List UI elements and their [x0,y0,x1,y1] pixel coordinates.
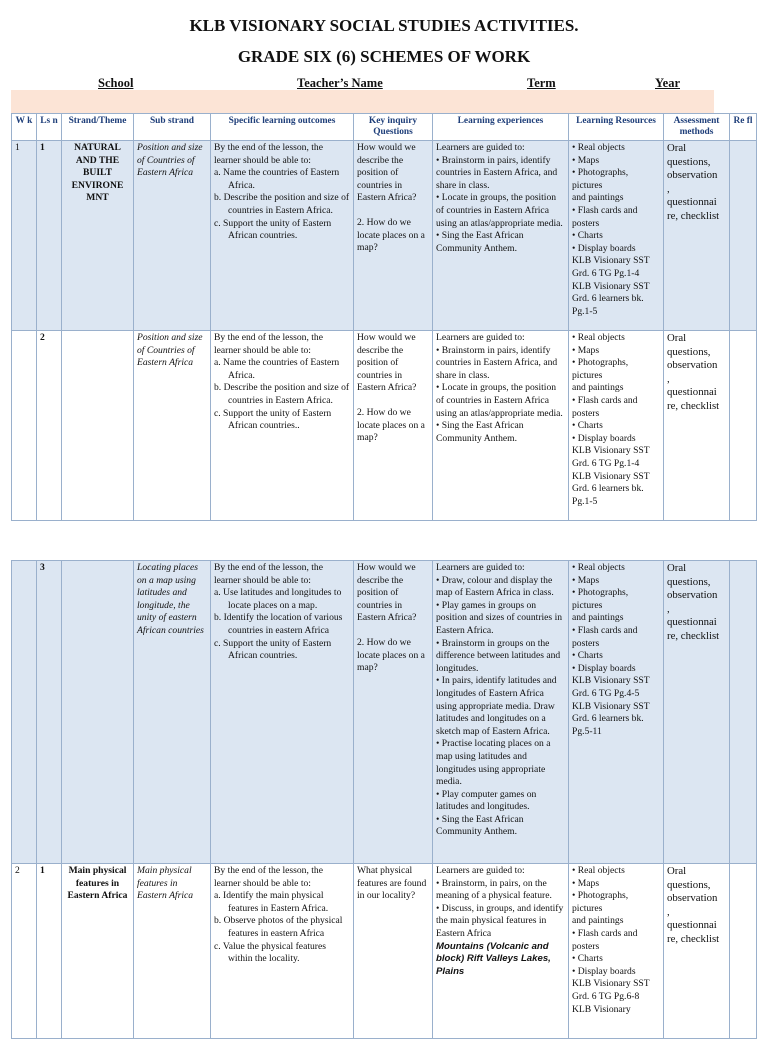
resource-item: • Display boards [572,662,636,674]
resource-item: • Charts [572,953,603,965]
assessment-item: questionnai re, checklist [667,616,720,642]
resource-item: • Charts [572,650,603,662]
col-outcomes: Specific learning outcomes [211,114,354,141]
substrand-cell: Position and size of Countries of Eastern Africa [134,141,211,331]
resource-item: • Flash cards and posters [572,927,638,952]
resource-item: • Charts [572,230,603,242]
col-lesson: Ls n [37,114,62,141]
outcome-item: b. Identify the location of various countries in eastern Africa [214,612,343,636]
strand-cell: NATURAL AND THE BUILT ENVIRONE MNT [62,141,134,331]
table-row [12,331,757,521]
resources-cell [569,141,664,331]
col-substrand: Sub strand [134,114,211,141]
assessment-cell [664,561,730,864]
outcomes-cell [211,561,354,864]
assessment-cell [664,141,730,331]
col-assessment: Assessment methods [664,114,730,141]
outcomes-intro: By the end of the lesson, the learner should be able to: [214,865,323,889]
inquiry-item: What physical features are found in our locality? [357,865,427,902]
assessment-item: questionnai re, checklist [667,919,720,945]
inquiry-item: 2. How do we locate places on a map? [357,216,425,254]
scheme-table-2 [11,560,757,1039]
assessment-cell [664,331,730,521]
experiences-cell [433,331,569,521]
experiences-cell [433,864,569,1039]
resource-item: and paintings [572,612,624,624]
outcomes-intro: By the end of the lesson, the learner should be able to: [214,562,323,586]
outcomes-intro: By the end of the lesson, the learner should be able to: [214,142,323,166]
substrand-cell: Main physical features in Eastern Africa [134,864,211,1039]
resource-item: • Charts [572,420,603,432]
table-row [12,864,757,1039]
outcome-item: c. Support the unity of Eastern African countries. [214,217,332,242]
outcome-item: a. Identify the main physical features in Eastern Africa. [214,890,329,914]
lesson-cell: 1 [37,141,62,331]
resource-item: • Photographs, pictures [572,357,629,381]
experience-item: • Brainstorm, in pairs, on the meaning of a physical feature. [436,877,552,902]
experience-item: • Sing the East African Community Anthem. [436,813,524,838]
col-experiences: Learning experiences [433,114,569,141]
assessment-item: , [667,905,670,918]
resource-item: • Photographs, pictures [572,587,629,611]
experience-item: Learners are guided to: [436,332,525,343]
experience-item: Learners are guided to: [436,142,525,153]
inquiry-item: How would we describe the position of countries in Eastern Africa? [357,562,417,624]
resource-item: KLB Visionary [572,1003,631,1015]
teacher-name-label: Teacher’s Name [297,76,383,90]
assessment-item: Oral questions, observation [667,332,718,372]
resource-item: and paintings [572,382,624,394]
experience-item: • Locate in groups, the position of countries in Eastern Africa using an atlas/appropriate media. [436,382,563,419]
resources-cell [569,331,664,521]
experience-item: • Brainstorm in pairs, identify countries in Eastern Africa, and share in class. [436,344,558,381]
resource-item: • Maps [572,154,600,166]
term-label: Term [527,76,556,90]
inquiry-item: How would we describe the position of countries in Eastern Africa? [357,332,417,394]
assessment-item: , [667,372,670,385]
experience-item: • Sing the East African Community Anthem. [436,420,524,444]
year-label: Year [655,76,680,90]
col-week: W k [12,114,37,141]
col-resources: Learning Resources [569,114,664,141]
inquiry-item: 2. How do we locate places on a map? [357,406,425,444]
resource-item: • Real objects [572,865,625,876]
table-row [12,561,757,864]
col-strand: Strand/Theme [62,114,134,141]
col-reflection: Re fl [730,114,757,141]
inquiry-cell [354,141,433,331]
resource-item: • Display boards [572,965,636,977]
reflection-cell [730,864,757,1039]
assessment-item: questionnai re, checklist [667,386,720,412]
outcome-item: a. Name the countries of Eastern Africa. [214,357,340,381]
inquiry-cell [354,864,433,1039]
outcomes-cell [211,864,354,1039]
resources-cell [569,561,664,864]
experience-item: • Sing the East African Community Anthem. [436,230,524,254]
resource-item: • Flash cards and posters [572,394,638,419]
substrand-cell: Position and size of Countries of Eastern Africa [134,331,211,521]
assessment-item: Oral questions, observation [667,142,718,182]
outcomes-cell [211,141,354,331]
resource-item: • Display boards [572,242,636,254]
week-cell: 2 [12,864,37,1039]
experience-item: Learners are guided to: [436,562,525,573]
lesson-cell: 3 [37,561,62,864]
substrand-cell: Locating places on a map using latitudes and longitude, the unity of eastern African countries [134,561,211,864]
resource-item: • Photographs, pictures [572,890,629,914]
resource-item: KLB Visionary SST Grd. 6 learners bk. Pg.1-5 [572,280,650,317]
lesson-cell: 2 [37,331,62,521]
resources-cell [569,864,664,1039]
experience-item: • Draw, colour and display the map of Eastern Africa in class. [436,574,554,599]
strand-cell: Main physical features in Eastern Africa [62,864,134,1039]
outcomes-cell [211,331,354,521]
col-inquiry: Key inquiry Questions [354,114,433,141]
inquiry-item: How would we describe the position of countries in Eastern Africa? [357,142,417,204]
reflection-cell [730,141,757,331]
experience-item: Learners are guided to: [436,865,525,876]
resource-item: • Real objects [572,142,625,153]
experience-item: • Play computer games on latitudes and longitudes. [436,788,537,813]
header-entry-bar [11,90,714,114]
lesson-cell: 1 [37,864,62,1039]
week-cell [12,331,37,521]
resource-item: KLB Visionary SST Grd. 6 learners bk. Pg.5-11 [572,700,650,737]
physical-features-list: Mountains (Volcanic and block) Rift Valleys Lakes, Plains [436,940,551,977]
resource-item: KLB Visionary SST Grd. 6 learners bk. Pg.1-5 [572,470,650,507]
resource-item: and paintings [572,192,624,204]
school-label: School [98,76,134,90]
outcome-item: a. Name the countries of Eastern Africa. [214,167,340,191]
week-cell: 1 [12,141,37,331]
experience-item: • Brainstorm in groups on the difference between latitudes and longitudes. [436,637,561,674]
experience-item: • Practise locating places on a map using latitudes and longitudes using appropriate media. [436,738,551,788]
resource-item: and paintings [572,915,624,927]
experiences-cell [433,141,569,331]
experience-item: • Locate in groups, the position of countries in Eastern Africa using an atlas/appropriate media. [436,192,563,229]
experience-item: • Discuss, in groups, and identify the main physical features in Eastern Africa [436,902,564,939]
experience-item: • In pairs, identify latitudes and longitudes of Eastern Africa using appropriate media. Draw latitudes and longitudes on a sketch map of Eastern Africa. [436,675,557,737]
assessment-item: Oral questions, observation [667,562,718,602]
inquiry-item: 2. How do we locate places on a map? [357,636,425,674]
outcomes-intro: By the end of the lesson, the learner should be able to: [214,332,323,356]
resource-item: • Real objects [572,562,625,573]
outcome-item: c. Support the unity of Eastern African countries. [214,637,332,662]
document-subtitle: GRADE SIX (6) SCHEMES OF WORK [237,47,531,66]
resource-item: KLB Visionary SST Grd. 6 TG Pg.6-8 [572,978,650,1002]
week-cell [12,561,37,864]
outcome-item: c. Support the unity of Eastern African countries.. [214,407,332,432]
scheme-table-1 [11,113,757,521]
experience-item: • Play games in groups on position and sizes of countries in Eastern Africa. [436,599,563,636]
table-row [12,141,757,331]
resource-item: • Maps [572,574,600,586]
resource-item: KLB Visionary SST Grd. 6 TG Pg.1-4 [572,255,650,279]
resource-item: • Flash cards and posters [572,624,638,649]
outcome-item: c. Value the physical features within the locality. [214,940,326,965]
outcome-item: b. Describe the position and size of countries in Eastern Africa. [214,192,350,216]
outcome-item: a. Use latitudes and longitudes to locate places on a map. [214,587,342,611]
reflection-cell [730,331,757,521]
document-title: KLB VISIONARY SOCIAL STUDIES ACTIVITIES. [189,16,579,35]
experience-item: • Brainstorm in pairs, identify countries in Eastern Africa, and share in class. [436,154,558,191]
strand-cell [62,331,134,521]
assessment-cell [664,864,730,1039]
assessment-item: , [667,182,670,195]
outcome-item: b. Describe the position and size of countries in Eastern Africa. [214,382,350,406]
experiences-cell [433,561,569,864]
resource-item: KLB Visionary SST Grd. 6 TG Pg.1-4 [572,445,650,469]
resource-item: • Photographs, pictures [572,167,629,191]
resource-item: KLB Visionary SST Grd. 6 TG Pg.4-5 [572,675,650,699]
inquiry-cell [354,331,433,521]
assessment-item: questionnai re, checklist [667,196,720,222]
inquiry-cell [354,561,433,864]
reflection-cell [730,561,757,864]
table-header-row [12,114,757,141]
assessment-item: , [667,602,670,615]
resource-item: • Display boards [572,432,636,444]
resource-item: • Maps [572,877,600,889]
assessment-item: Oral questions, observation [667,865,718,905]
strand-cell [62,561,134,864]
resource-item: • Maps [572,344,600,356]
outcome-item: b. Observe photos of the physical features in eastern Africa [214,915,343,939]
resource-item: • Real objects [572,332,625,343]
resource-item: • Flash cards and posters [572,204,638,229]
